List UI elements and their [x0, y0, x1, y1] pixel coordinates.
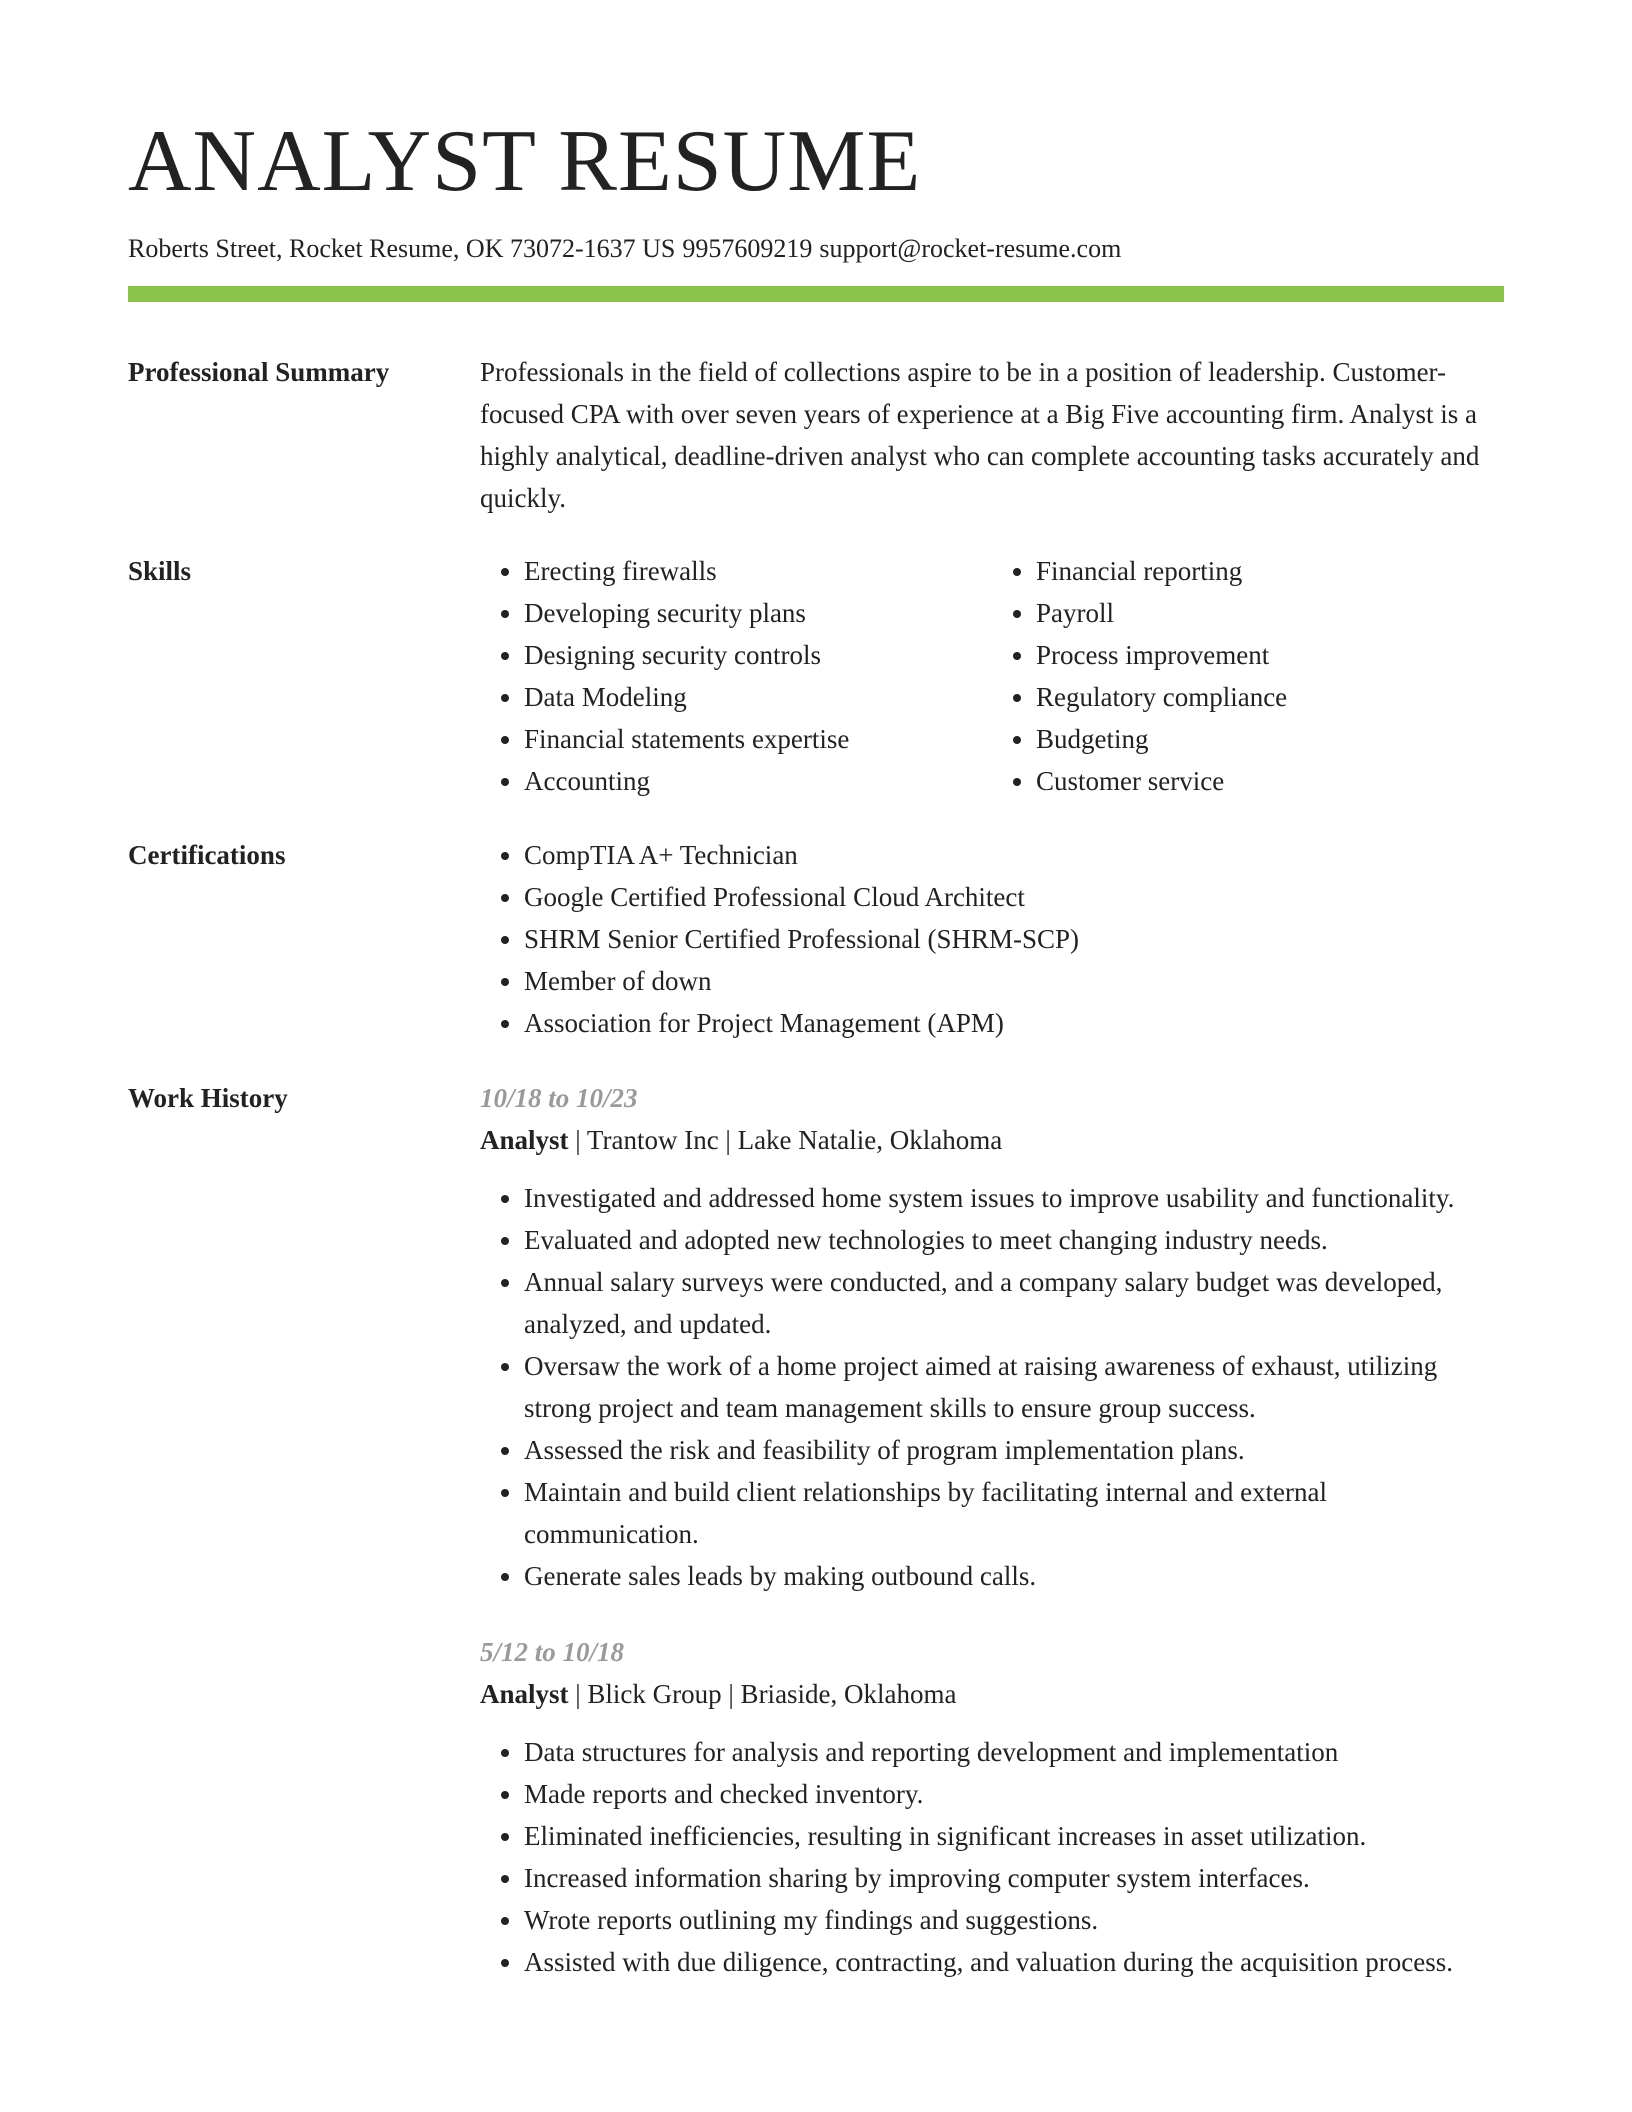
skill-item: • Accounting	[524, 760, 948, 802]
accent-divider	[128, 286, 1504, 302]
certifications-list	[480, 834, 1504, 1044]
certification-item: • CompTIA A+ Technician	[524, 834, 1504, 876]
skill-item: • Customer service	[1036, 760, 1460, 802]
job-bullets	[480, 1177, 1504, 1597]
summary-heading: Professional Summary	[128, 357, 390, 387]
contact-line	[128, 232, 1121, 266]
job-bullet: • Evaluated and adopted new technologies to meet changing industry needs.	[524, 1219, 1504, 1261]
skills-heading: Skills	[128, 556, 192, 586]
summary-text: Professionals in the field of collections aspire to be in a position of leadership. Customer-focused CPA with over seven years of experience at a Big Five accounting firm. Analyst is a highly analytical, deadline-driven analyst who can complete accounting tasks accurately and quickly.	[480, 357, 1480, 513]
work-history-heading: Work History	[128, 1083, 288, 1113]
certification-item: • Association for Project Management (APM)	[524, 1002, 1504, 1044]
job-dates: 10/18 to 10/23	[480, 1083, 638, 1113]
skill-item: • Erecting firewalls	[524, 550, 948, 592]
certifications-heading: Certifications	[128, 840, 286, 870]
skill-item: • Developing security plans	[524, 592, 948, 634]
job-bullets	[480, 1731, 1504, 1983]
certification-item: • SHRM Senior Certified Professional (SHRM-SCP)	[524, 918, 1504, 960]
contact-address: Roberts Street, Rocket Resume, OK 73072-1637 US	[128, 234, 676, 263]
job-details: | Trantow Inc | Lake Natalie, Oklahoma	[568, 1125, 1003, 1155]
job-bullet: • Data structures for analysis and reporting development and implementation	[524, 1731, 1504, 1773]
job-entry	[480, 1631, 1504, 1983]
skills-list-right	[992, 550, 1460, 802]
skill-item: • Budgeting	[1036, 718, 1460, 760]
job-bullet: • Assisted with due diligence, contracting, and valuation during the acquisition process.	[524, 1941, 1504, 1983]
skill-item: • Financial reporting	[1036, 550, 1460, 592]
summary-body	[480, 351, 1504, 519]
skill-item: • Process improvement	[1036, 634, 1460, 676]
certifications-body	[480, 834, 1504, 1044]
skills-body	[480, 550, 1504, 802]
skills-list-left	[480, 550, 948, 802]
job-bullet: • Oversaw the work of a home project aimed at raising awareness of exhaust, utilizing strong project and team management skills to ensure group success.	[524, 1345, 1504, 1429]
job-bullet: • Investigated and addressed home system issues to improve usability and functionality.	[524, 1177, 1504, 1219]
job-dates: 5/12 to 10/18	[480, 1637, 625, 1667]
resume-title: ANALYST RESUME	[128, 113, 922, 210]
job-bullet: • Generate sales leads by making outbound calls.	[524, 1555, 1504, 1597]
skill-item: • Data Modeling	[524, 676, 948, 718]
contact-email: support@rocket-resume.com	[819, 234, 1122, 263]
skill-item: • Regulatory compliance	[1036, 676, 1460, 718]
job-header	[480, 1673, 1504, 1715]
contact-phone: 9957609219	[682, 234, 813, 263]
job-entry	[480, 1077, 1504, 1597]
certification-item: • Google Certified Professional Cloud Architect	[524, 876, 1504, 918]
job-bullet: • Maintain and build client relationships by facilitating internal and external communication.	[524, 1471, 1504, 1555]
job-bullet: • Eliminated inefficiencies, resulting in significant increases in asset utilization.	[524, 1815, 1504, 1857]
job-details: | Blick Group | Briaside, Oklahoma	[568, 1679, 957, 1709]
job-bullet: • Wrote reports outlining my findings and suggestions.	[524, 1899, 1504, 1941]
skill-item: • Designing security controls	[524, 634, 948, 676]
skill-item: • Payroll	[1036, 592, 1460, 634]
job-title: Analyst	[480, 1679, 569, 1709]
skill-item: • Financial statements expertise	[524, 718, 948, 760]
job-bullet: • Assessed the risk and feasibility of program implementation plans.	[524, 1429, 1504, 1471]
job-bullet: • Annual salary surveys were conducted, and a company salary budget was developed, analyzed, and updated.	[524, 1261, 1504, 1345]
certification-item: • Member of down	[524, 960, 1504, 1002]
work-history-body	[480, 1077, 1504, 2017]
job-title: Analyst	[480, 1125, 569, 1155]
job-bullet: • Increased information sharing by improving computer system interfaces.	[524, 1857, 1504, 1899]
job-bullet: • Made reports and checked inventory.	[524, 1773, 1504, 1815]
job-header	[480, 1119, 1504, 1161]
